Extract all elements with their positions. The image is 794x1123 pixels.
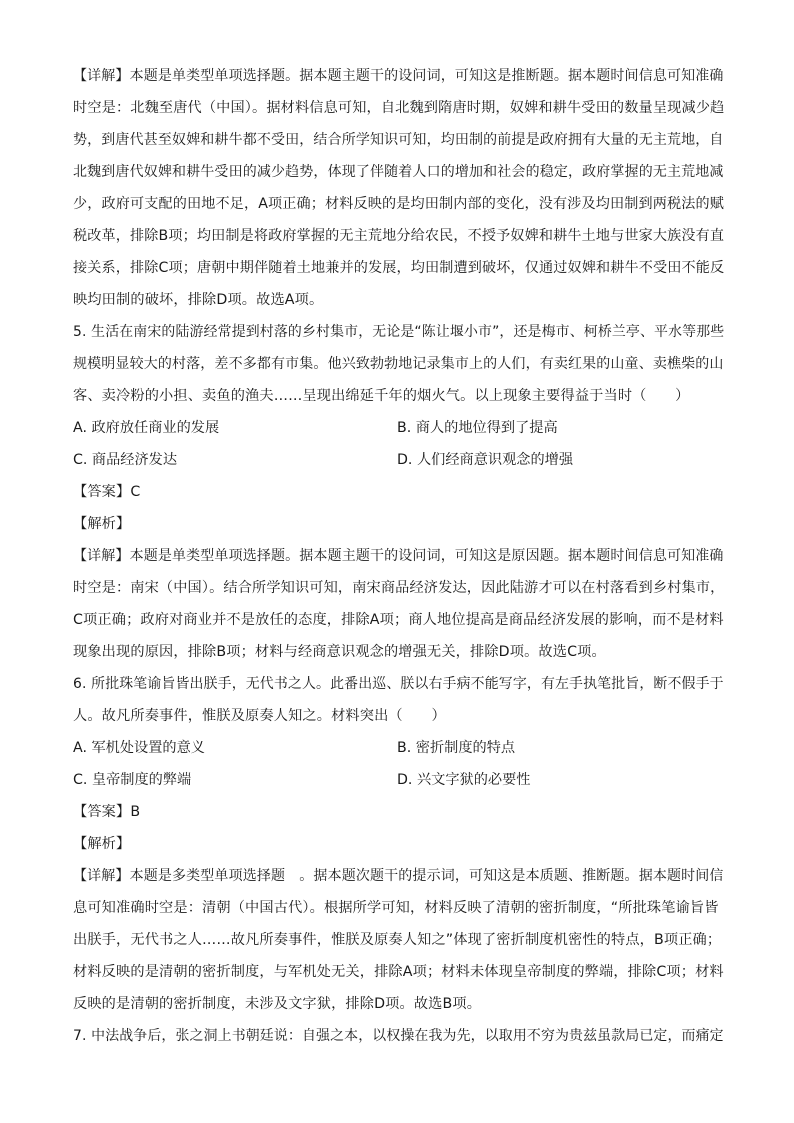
question-5-option-d: D. 人们经商意识观念的增强 [397, 452, 574, 468]
question-5-option-c: C. 商品经济发达 [73, 452, 178, 468]
detail-line: 【详解】本题是单类型单项选择题。据本题主题干的设问词，可知这是推断题。据本题时间信息可知准确 [73, 68, 724, 84]
question-5-answer [73, 482, 140, 502]
question-5-analysis-label: 【解析】 [73, 516, 131, 532]
detail-line: 映均田制的破坏，排除D项。故选A项。 [73, 292, 324, 308]
question-6-option-a: A. 军机处设置的意义 [73, 740, 205, 756]
question-6-detail: 【详解】本题是多类型单项选择题 。据本题次题干的提示词，可知这是本质题、推断题。据本题时间信 [73, 868, 724, 884]
question-5-option-a: A. 政府放任商业的发展 [73, 420, 220, 436]
question-6-option-b: B. 密折制度的特点 [397, 740, 516, 756]
question-6-detail: 息可知准确时空是：清朝（中国古代）。根据所学可知，材料反映了清朝的密折制度，“所批珠笔谕旨皆 [73, 900, 719, 916]
question-6-stem: 6. 所批珠笔谕旨皆出朕手，无代书之人。此番出巡、朕以右手病不能写字，有左手执笔批旨，断不假手于 [73, 676, 724, 692]
question-5-detail: 【详解】本题是单类型单项选择题。据本题主题干的设问词，可知这是原因题。据本题时间信息可知准确 [73, 548, 724, 564]
question-5-detail: C项正确；政府对商业并不是放任的态度，排除A项；商人地位提高是商品经济发展的影响，而不是材料 [73, 612, 724, 628]
question-6-option-d: D. 兴文字狱的必要性 [397, 772, 531, 788]
question-5-detail: 现象出现的原因，排除B项；材料与经商意识观念的增强无关，排除D项。故选C项。 [73, 644, 606, 660]
question-5-stem: 5. 生活在南宋的陆游经常提到村落的乡村集市，无论是“陈让堰小市”，还是梅市、柯桥兰亭、平水等那些 [73, 324, 725, 340]
question-6-detail: 材料反映的是清朝的密折制度，与军机处无关，排除A项；材料未体现皇帝制度的弊端，排除C项；材料 [73, 964, 724, 980]
question-6-detail: 反映的是清朝的密折制度，未涉及文字狱，排除D项。故选B项。 [73, 996, 482, 1012]
detail-line: 税改革，排除B项；均田制是将政府掌握的无主荒地分给农民，不授予奴婢和耕牛土地与世家大族没有直 [73, 228, 725, 244]
answer-label: 【答案】 [73, 484, 131, 500]
question-6-stem: 人。故凡所奏事件，惟朕及原奏人知之。材料突出（ ） [73, 708, 446, 724]
answer-value: B [130, 804, 141, 820]
question-5-option-b: B. 商人的地位得到了提高 [397, 420, 558, 436]
answer-label: 【答案】 [73, 804, 131, 820]
question-6-analysis-label: 【解析】 [73, 836, 131, 852]
detail-line: 北魏到唐代奴婢和耕牛受田的减少趋势，体现了伴随着人口的增加和社会的稳定，政府掌握的无主荒地减 [73, 164, 724, 180]
detail-line: 势，到唐代甚至奴婢和耕牛都不受田，结合所学知识可知，均田制的前提是政府拥有大量的无主荒地，自 [73, 132, 724, 148]
question-7-stem: 7. 中法战争后，张之洞上书朝廷说：自强之本，以权操在我为先，以取用不穷为贵兹虽款局已定，而痛定 [73, 1028, 724, 1044]
question-5-stem: 规模明显较大的村落，差不多都有市集。他兴致勃勃地记录集市上的人们，有卖红果的山童、卖樵柴的山 [73, 356, 724, 372]
question-6-option-c: C. 皇帝制度的弊端 [73, 772, 192, 788]
detail-line: 时空是：北魏至唐代（中国）。据材料信息可知，自北魏到隋唐时期，奴婢和耕牛受田的数量呈现减少趋 [73, 100, 725, 116]
detail-line: 接关系，排除C项；唐朝中期伴随着土地兼并的发展，均田制遭到破坏，仅通过奴婢和耕牛不受田不能反 [73, 260, 725, 276]
detail-line: 少，政府可支配的田地不足，A项正确；材料反映的是均田制内部的变化，没有涉及均田制到两税法的赋 [73, 196, 725, 212]
question-5-stem: 客、卖冷粉的小担、卖鱼的渔夫……呈现出绵延千年的烟火气。以上现象主要得益于当时（ ） [73, 388, 690, 404]
question-5-detail: 时空是：南宋（中国）。结合所学知识可知，南宋商品经济发达，因此陆游才可以在村落看到乡村集市， [73, 580, 725, 596]
question-6-detail: 出朕手，无代书之人……故凡所奏事件，惟朕及原奏人知之”体现了密折制度机密性的特点，B项正确； [73, 932, 722, 948]
question-6-answer [73, 802, 140, 822]
answer-value: C [130, 484, 141, 500]
